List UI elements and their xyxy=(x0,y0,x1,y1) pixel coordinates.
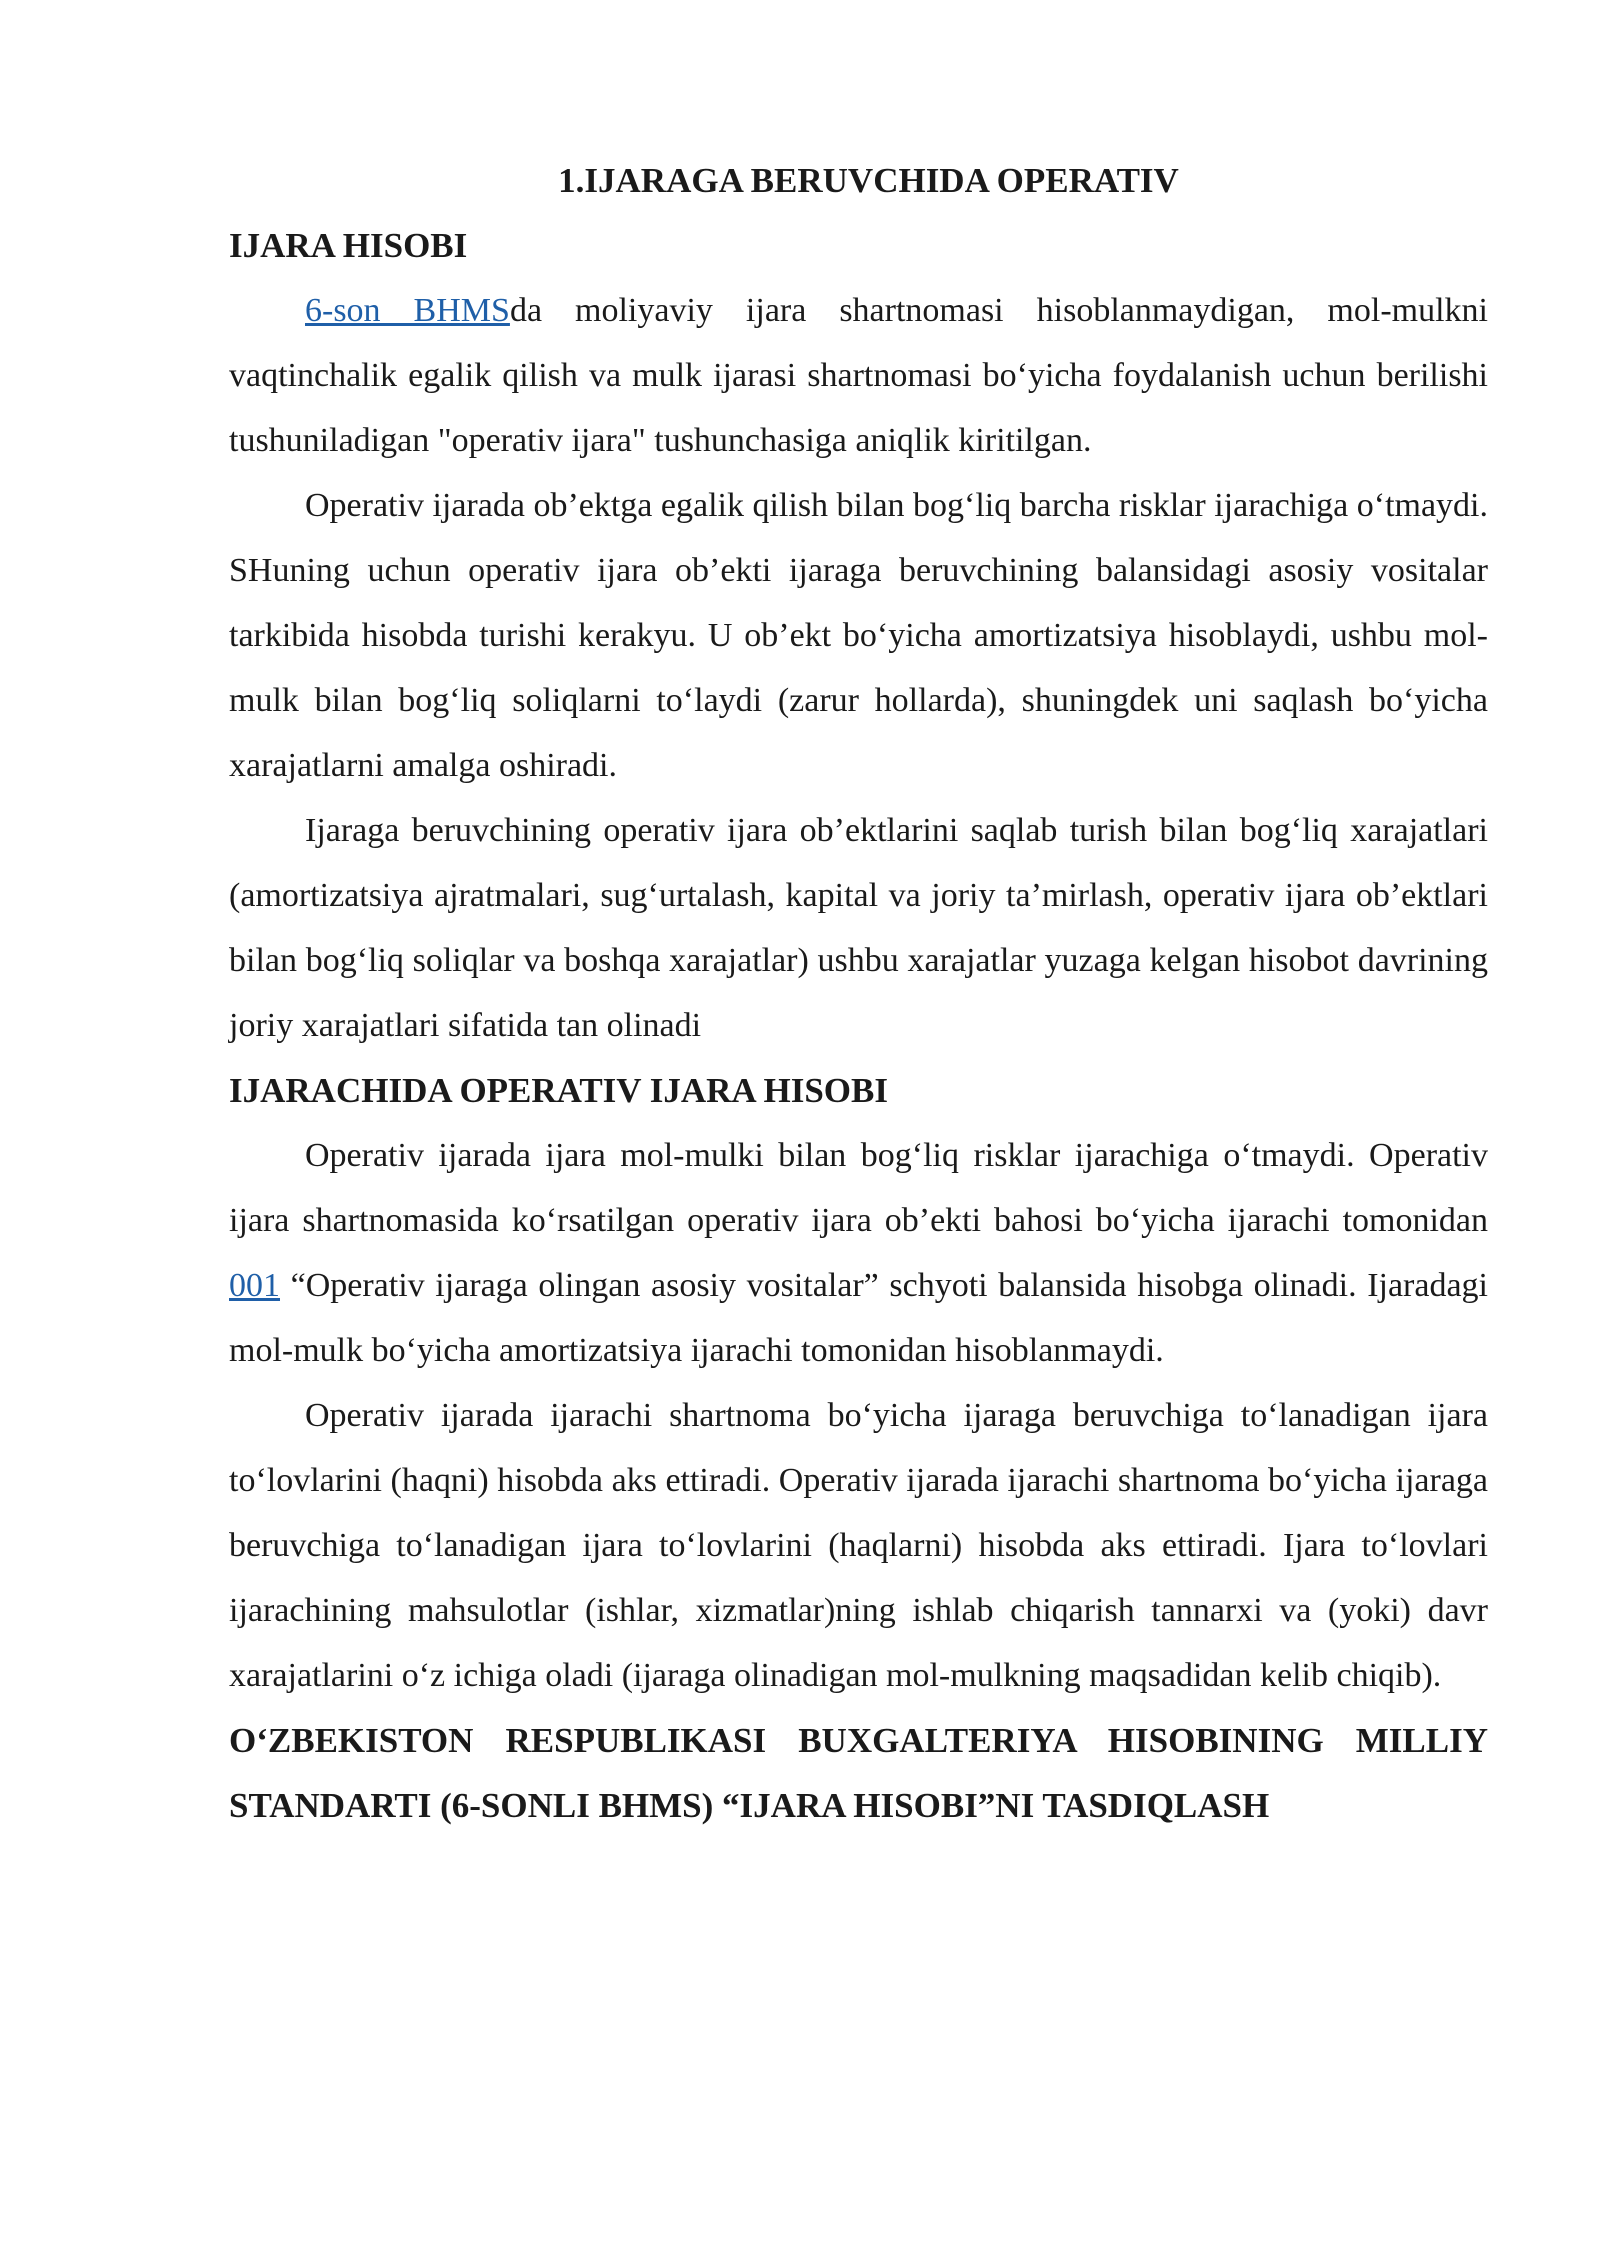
account-001-link[interactable]: 001 xyxy=(229,1267,280,1304)
paragraph-5: Operativ ijarada ijarachi shartnoma bo‘yicha ijaraga beruvchiga to‘lanadigan ijara to‘lovlarini (haqni) hisobda aks ettiradi. Operativ ijarada ijarachi shartnoma bo‘yicha ijaraga beruvchiga to‘lanadigan ijara to‘lovlarini (haqlarni) hisobda aks ettiradi. Ijara to‘lovlari ijarachining mahsulotlar (ishlar, xizmatlar)ning ishlab chiqarish tannarxi va (yoki) davr xarajatlarini o‘z ichiga oladi (ijaraga olinadigan mol-mulkning maqsadidan kelib chiqib). xyxy=(229,1397,1488,1694)
paragraph-1-text: da moliyaviy ijara shartnomasi hisoblanmaydigan, mol-mulkni vaqtinchalik egalik qilish va mulk ijarasi shartnomasi bo‘yicha foydalanish uchun berilishi tushuniladigan "operativ ijara" tushunchasiga aniqlik kiritilgan. xyxy=(229,292,1488,459)
paragraph-3: Ijaraga beruvchining operativ ijara ob’ektlarini saqlab turish bilan bog‘liq xarajatlari (amortizatsiya ajratmalari, sug‘urtalash, kapital va joriy ta’mirlash, operativ ijara ob’ektlari bilan bog‘liq soliqlar va boshqa xarajatlar) ushbu xarajatlar yuzaga kelgan hisobot davrining joriy xarajatlari sifatida tan olinadi xyxy=(229,812,1488,1044)
paragraph-4-text-b: “Operativ ijaraga olingan asosiy vositalar” schyoti balansida hisobga olinadi. Ijaradagi mol-mulk bo‘yicha amortizatsiya ijarachi tomonidan hisoblanmaydi. xyxy=(229,1267,1488,1369)
paragraph-1 xyxy=(229,278,1488,473)
paragraph-4 xyxy=(229,1123,1488,1383)
page-title: 1.IJARAGA BERUVCHIDA OPERATIV xyxy=(558,161,1179,200)
paragraph-4-text-a: Operativ ijarada ijara mol-mulki bilan bog‘liq risklar ijarachiga o‘tmaydi. Operativ ijara shartnomasida ko‘rsatilgan operativ ijara ob’ekti bahosi bo‘yicha ijarachi tomonidan xyxy=(229,1137,1488,1239)
paragraph-2: Operativ ijarada ob’ektga egalik qilish bilan bog‘liq barcha risklar ijarachiga o‘tmaydi. SHuning uchun operativ ijara ob’ekti ijaraga beruvchining balansidagi asosiy vositalar tarkibida hisobda turishi kerakyu. U ob’ekt bo‘yicha amortizatsiya hisoblaydi, ushbu mol-mulk bilan bog‘liq soliqlarni to‘laydi (zarur hollarda), shuningdek uni saqlash bo‘yicha xarajatlarni amalga oshiradi. xyxy=(229,487,1488,784)
section-heading-lessee: IJARACHIDA OPERATIV IJARA HISOBI xyxy=(229,1071,888,1110)
section-heading-standard: O‘ZBEKISTON RESPUBLIKASI BUXGALTERIYA HISOBINING MILLIY STANDARTI (6-SONLI BHMS) “IJARA HISOBI”NI TASDIQLASH xyxy=(229,1721,1488,1825)
bhms-link[interactable]: 6-son BHMS xyxy=(305,292,510,329)
section-heading-lessor: IJARA HISOBI xyxy=(229,226,468,265)
